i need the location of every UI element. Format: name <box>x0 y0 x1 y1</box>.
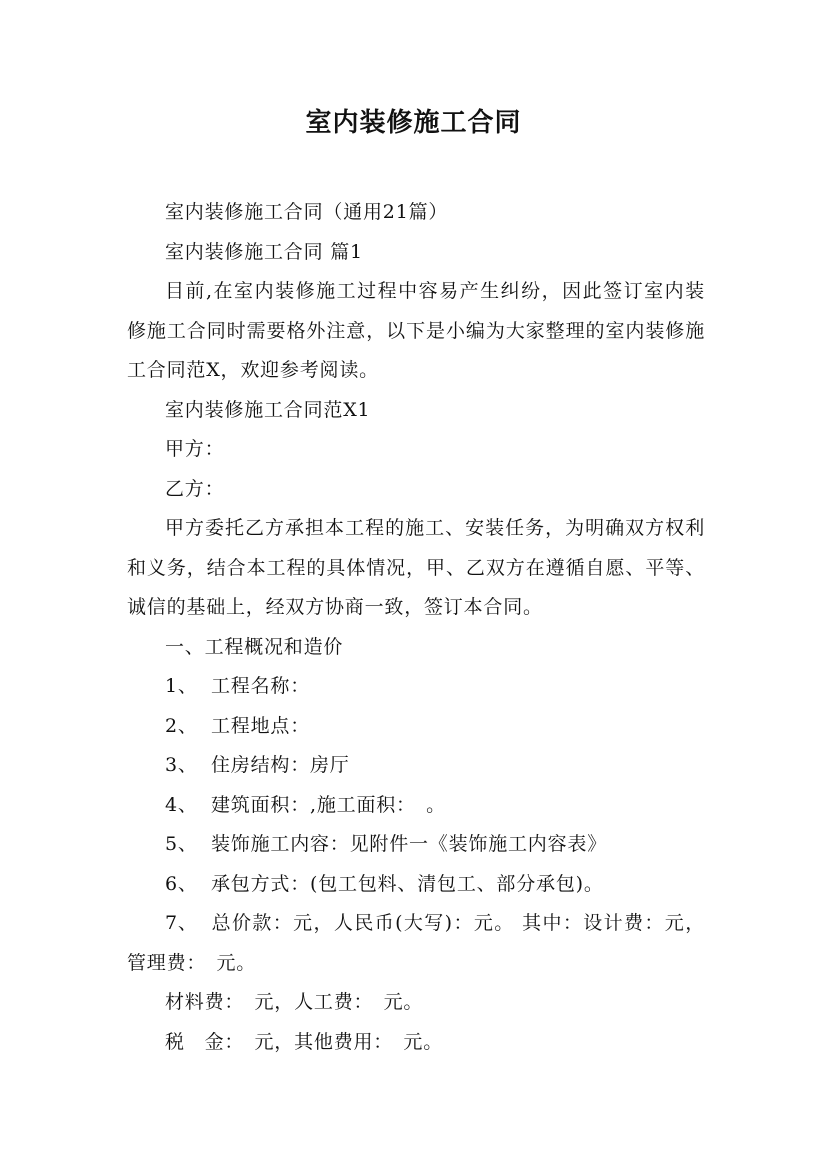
item-number: 4、 <box>165 793 198 816</box>
item-text: 建筑面积：,施工面积： 。 <box>211 793 446 816</box>
document-body <box>127 193 705 1062</box>
paragraph-agreement: 甲方委托乙方承担本工程的施工、安装任务，为明确双方权利和义务，结合本工程的具体情况，甲、乙双方在遵循自愿、平等、诚信的基础上，经双方协商一致，签订本合同。 <box>127 517 705 618</box>
item-number: 2、 <box>165 714 198 737</box>
party-b-line: 乙方： <box>165 477 225 500</box>
item-number: 6、 <box>165 872 198 895</box>
item-number: 5、 <box>165 833 198 855</box>
item-text: 承包方式：(包工包料、清包工、部分承包)。 <box>211 872 604 895</box>
list-item <box>127 865 705 905</box>
paragraph-chapter-heading: 室内装修施工合同 篇1 <box>165 240 363 263</box>
paragraph-subtitle: 室内装修施工合同（通用21篇） <box>165 201 449 223</box>
paragraph-material-fee: 材料费： 元，人工费： 元。 <box>165 991 424 1013</box>
item-number: 7、 <box>165 912 198 934</box>
item-text: 装饰施工内容：见附件一《装饰施工内容表》 <box>211 833 608 855</box>
paragraph-tax: 税 金： 元，其他费用： 元。 <box>165 1030 444 1053</box>
list-item <box>127 667 705 707</box>
item-number: 3、 <box>165 754 198 776</box>
item-text: 总价款：元，人民币(大写)：元。 其中：设计费：元，管理费： 元。 <box>127 912 705 974</box>
list-item <box>127 825 705 865</box>
list-item <box>127 746 705 786</box>
item-number: 1、 <box>165 675 198 697</box>
item-text: 住房结构：房厅 <box>211 754 350 776</box>
paragraph-sample-heading: 室内装修施工合同范X1 <box>165 398 371 421</box>
document-title: 室内装修施工合同 <box>305 108 522 138</box>
list-item <box>127 707 705 747</box>
section-heading-overview: 一、工程概况和造价 <box>165 635 344 658</box>
party-a-line: 甲方： <box>165 438 225 460</box>
item-text: 工程名称： <box>211 675 311 697</box>
paragraph-intro: 目前,在室内装修施工过程中容易产生纠纷，因此签订室内装修施工合同时需要格外注意，以下是小编为大家整理的室内装修施工合同范X，欢迎参考阅读。 <box>127 280 705 381</box>
list-item <box>127 904 705 983</box>
list-item <box>127 786 705 826</box>
item-text: 工程地点： <box>211 714 311 737</box>
